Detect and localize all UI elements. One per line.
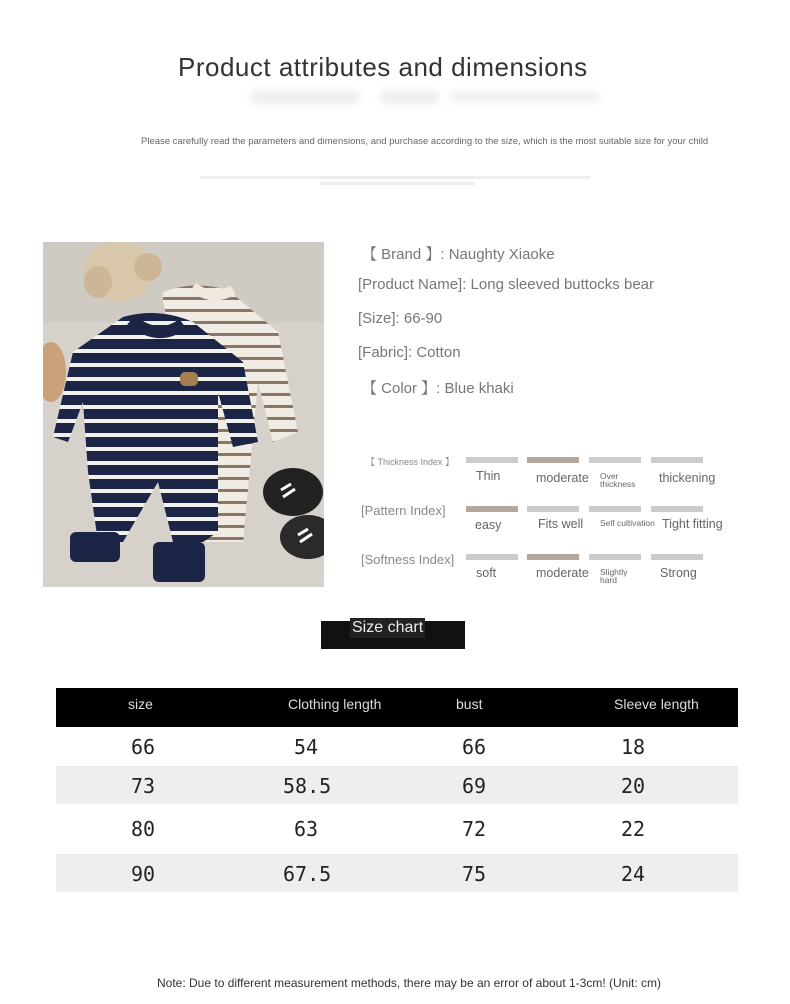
pattern-bar-3 — [589, 506, 641, 512]
pattern-option-2: Fits well — [538, 517, 584, 531]
softness-bar-4 — [651, 554, 703, 560]
pattern-bar-1 — [466, 506, 518, 512]
pattern-bar-4 — [651, 506, 703, 512]
softness-bar-2 — [527, 554, 579, 560]
product-photo — [43, 242, 324, 587]
table-row — [56, 854, 738, 892]
attribute-fabric: [Fabric]: Cotton — [358, 344, 461, 361]
page-title: Product attributes and dimensions — [178, 52, 588, 82]
cell-bust: 69 — [462, 774, 487, 798]
softness-index-label: [Softness Index] — [361, 552, 455, 567]
thickness-index-label: 【 Thickness Index 】 — [366, 457, 455, 467]
softness-bar-3 — [589, 554, 641, 560]
pattern-index-label: [Pattern Index] — [361, 503, 446, 518]
cell-clothing-length: 63 — [294, 817, 319, 841]
cell-bust: 72 — [462, 817, 487, 841]
pattern-bar-2 — [527, 506, 579, 512]
thickness-bar-3 — [589, 457, 641, 463]
cell-size: 66 — [131, 735, 156, 759]
thickness-bar-1 — [466, 457, 518, 463]
table-row — [56, 727, 738, 765]
header-bust: bust — [456, 696, 483, 712]
pattern-option-3: Self cultivation — [600, 518, 655, 528]
thickness-option-3: Over thickness — [600, 471, 636, 489]
header-sleeve-length: Sleeve length — [614, 696, 699, 712]
blurred-subtitle — [250, 90, 360, 104]
thickness-bar-4 — [651, 457, 703, 463]
cell-sleeve-length: 22 — [621, 817, 646, 841]
cell-clothing-length: 67.5 — [283, 862, 332, 886]
thickness-option-1: Thin — [476, 469, 501, 483]
attribute-product-name: [Product Name]: Long sleeved buttocks bear — [358, 276, 655, 293]
cell-clothing-length: 58.5 — [283, 774, 332, 798]
softness-option-3: Slightly hard — [600, 567, 628, 585]
softness-bar-1 — [466, 554, 518, 560]
faint-divider — [200, 176, 590, 179]
attribute-size: [Size]: 66-90 — [358, 310, 443, 327]
measurement-note: Note: Due to different measurement methods, there may be an error of about 1-3cm! (Unit: cm) — [157, 976, 662, 990]
attribute-color: 【 Color 】: Blue khaki — [362, 380, 514, 397]
purchase-notice: Please carefully read the parameters and dimensions, and purchase according to the size, which is the most suitable size for your child — [141, 136, 709, 147]
cell-size: 73 — [131, 774, 156, 798]
softness-option-4: Strong — [660, 566, 697, 580]
cell-sleeve-length: 24 — [621, 862, 646, 886]
table-row — [56, 809, 738, 847]
blurred-subtitle — [380, 90, 440, 104]
table-header — [56, 688, 738, 727]
faint-divider — [320, 182, 475, 185]
thickness-option-4: thickening — [659, 471, 716, 485]
cell-clothing-length: 54 — [294, 735, 319, 759]
cell-sleeve-length: 18 — [621, 735, 646, 759]
thickness-bar-2 — [527, 457, 579, 463]
softness-option-1: soft — [476, 566, 497, 580]
blurred-subtitle — [450, 92, 600, 102]
header-size: size — [128, 696, 153, 712]
attribute-brand: 【 Brand 】: Naughty Xiaoke — [362, 246, 555, 263]
cell-size: 80 — [131, 817, 156, 841]
thickness-option-2: moderate — [536, 471, 589, 485]
pattern-option-1: easy — [475, 518, 502, 532]
softness-option-2: moderate — [536, 566, 589, 580]
header-clothing-length: Clothing length — [288, 696, 382, 712]
cell-size: 90 — [131, 862, 156, 886]
pattern-option-4: Tight fitting — [662, 517, 723, 531]
cell-bust: 75 — [462, 862, 487, 886]
table-row — [56, 766, 738, 804]
size-chart-title: Size chart — [352, 619, 424, 636]
cell-sleeve-length: 20 — [621, 774, 646, 798]
cell-bust: 66 — [462, 735, 487, 759]
